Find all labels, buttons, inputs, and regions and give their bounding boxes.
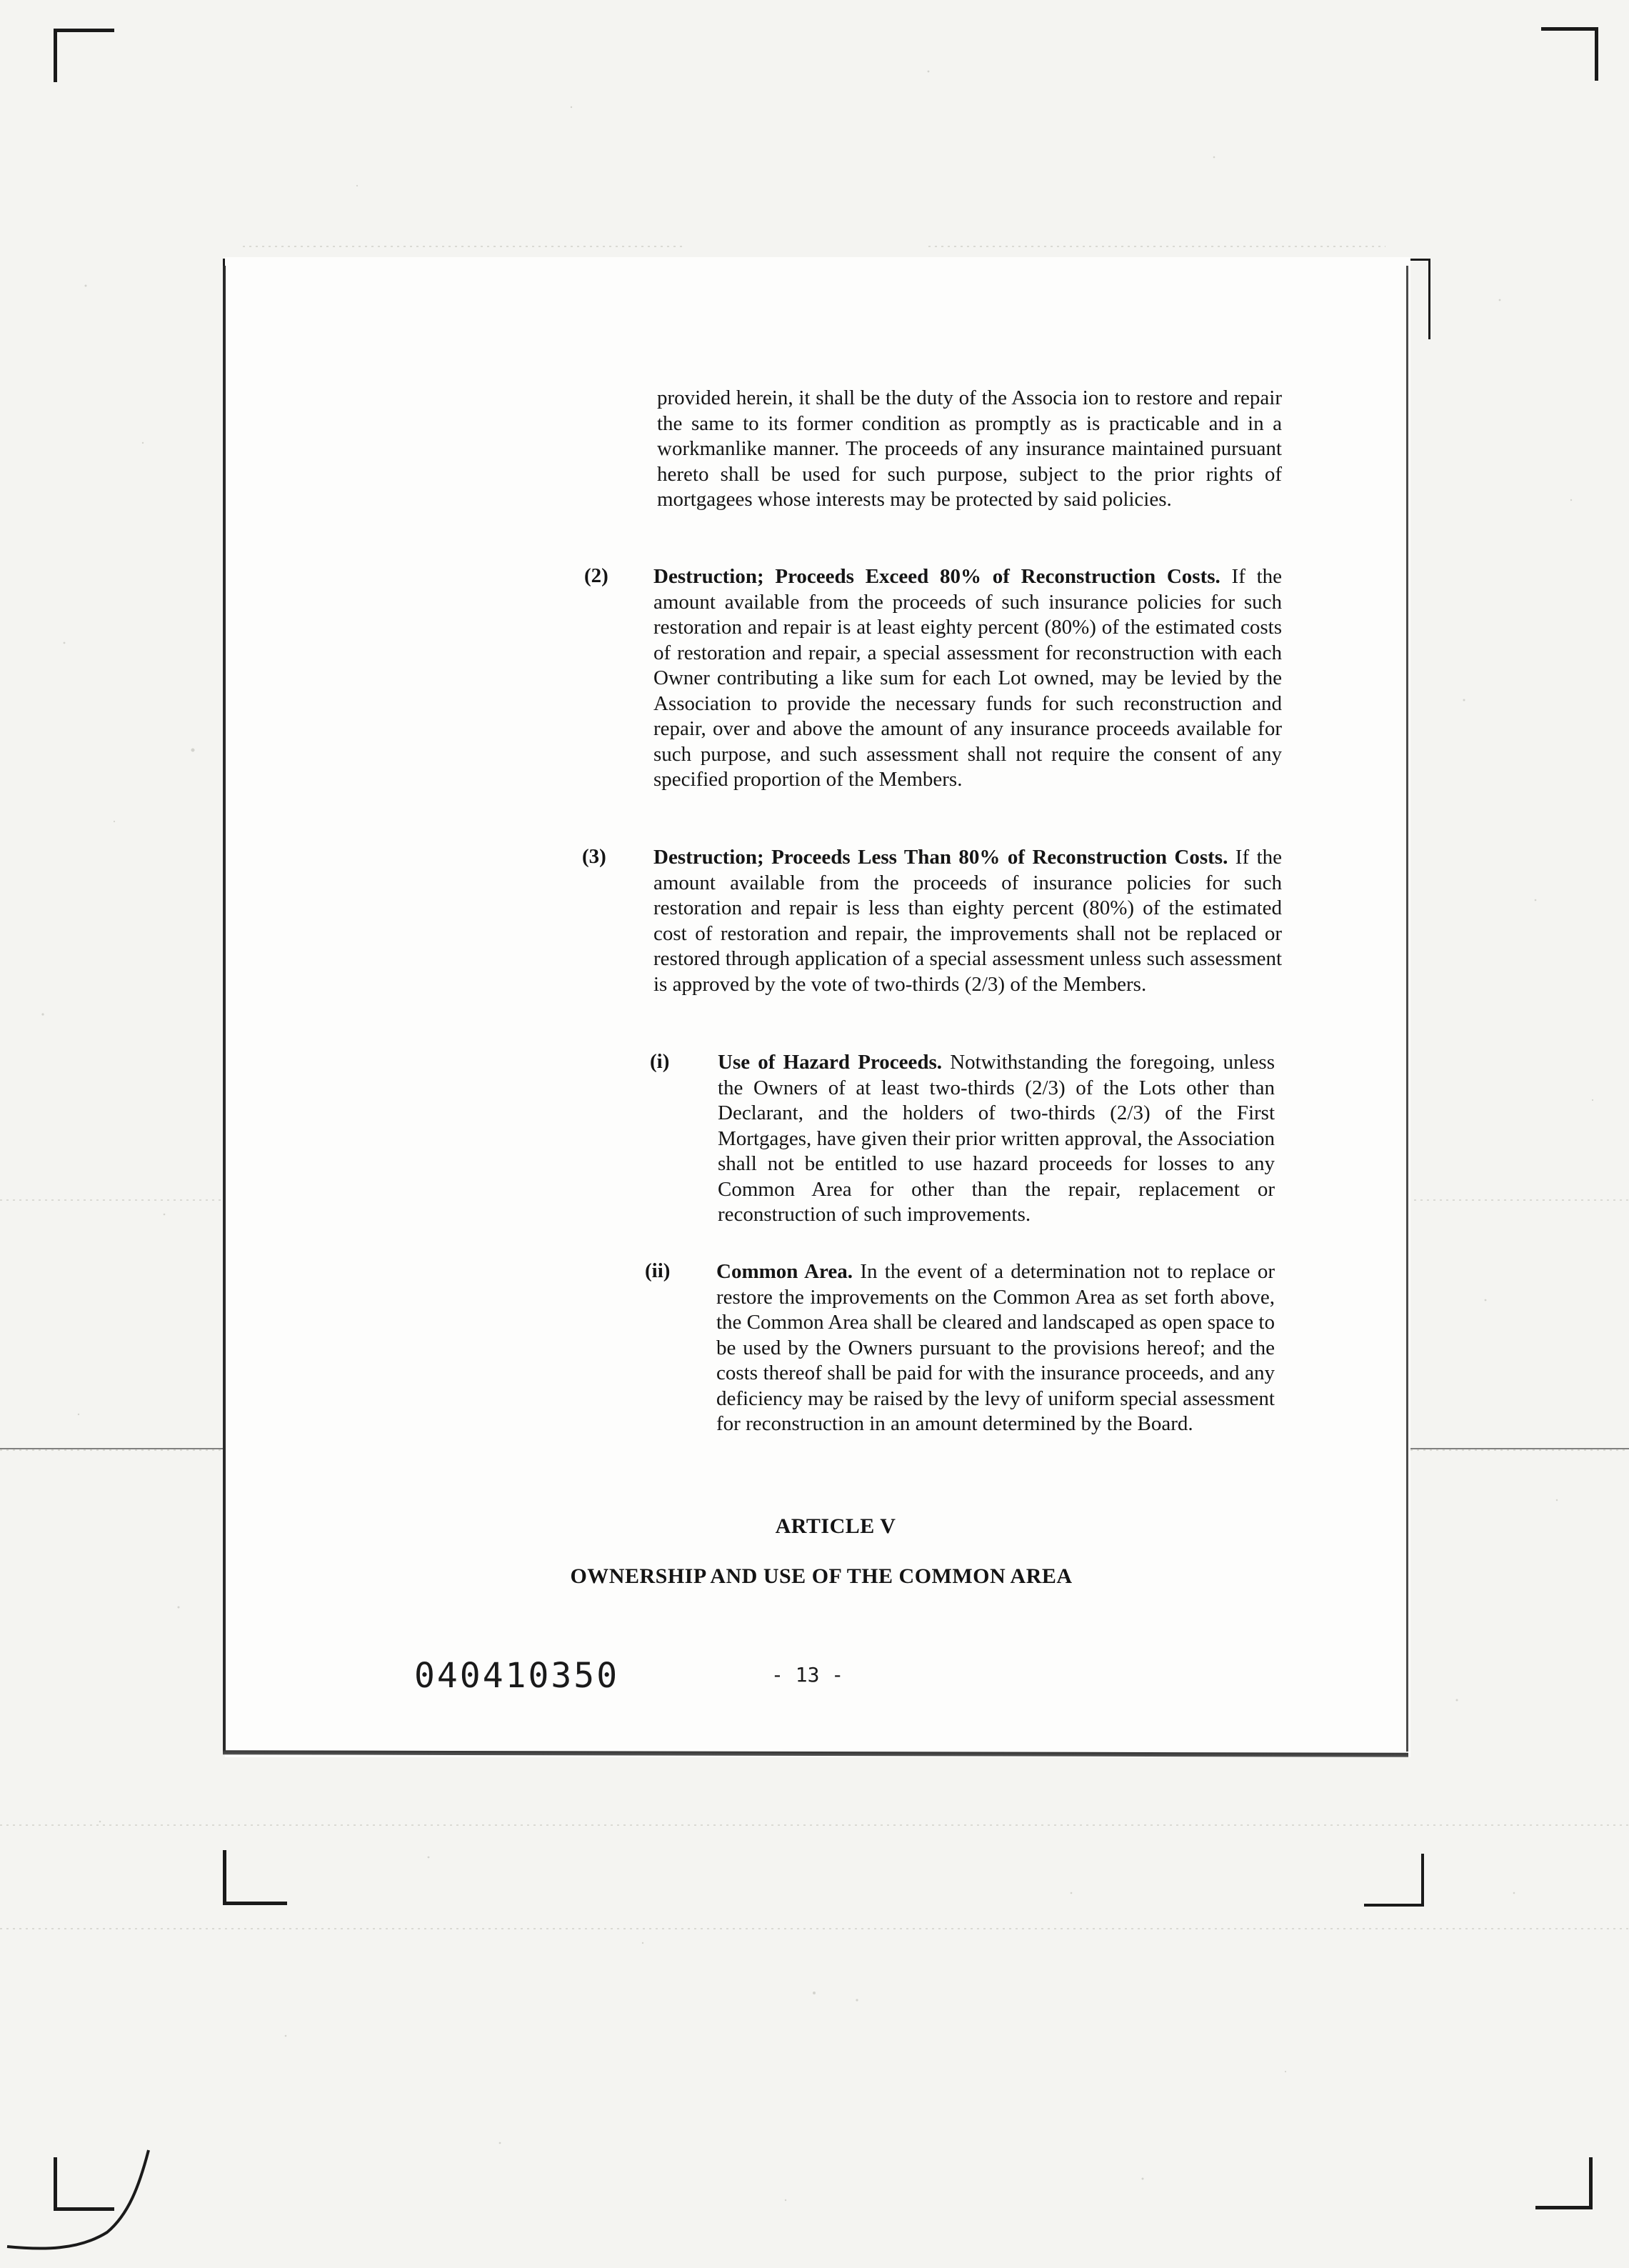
section-3-paragraph — [653, 845, 1282, 997]
subsection-number-ii: (ii) — [645, 1259, 671, 1282]
subsection-ii-body: In the event of a determination not to replace or restore the improvements on the Common Area as set forth above, the Common Area shall be cleared and landscaped as open space to be used by the Owners pursuant to the provisions hereof; and the costs thereof shall be paid for with the insurance proceeds, and any deficiency may be raised by the levy of uniform special assessment for reconstruction in an amount determined by the Board. — [716, 1260, 1275, 1435]
section-2-heading: Destruction; Proceeds Exceed 80% of Reconstruction Costs. — [653, 565, 1221, 588]
inner-mark-bottom-left — [223, 1850, 287, 1905]
section-2-paragraph — [653, 564, 1282, 793]
section-number-2: (2) — [584, 564, 608, 587]
subsection-i-body: Notwithstanding the foregoing, unless the Owners of at least two-thirds (2/3) of the Lots other than Declarant, and the holders of two-thirds (2/3) of the First Mortgages, have given their prior written approval, the Association shall not be entitled to use hazard proceeds for losses to any Common Area for other than the repair, replacement or reconstruction of such improvements. — [718, 1051, 1275, 1226]
section-2-body: If the amount available from the proceeds of such insurance policies for such restoration and repair is at least eighty percent (80%) of the estimated costs of restoration and repair, a special assessment for reconstruction with each Owner contributing a like sum for each Lot owned, may be levied by the Association to provide the necessary funds for such reconstruction and repair, over and above the amount of any insurance proceeds available for such purpose, and such assessment shall not require the consent of any specified proportion of the Members. — [653, 565, 1283, 791]
section-number-3: (3) — [582, 845, 606, 868]
section-3-heading: Destruction; Proceeds Less Than 80% of Reconstruction Costs. — [653, 846, 1228, 869]
crop-mark-top-left — [54, 29, 114, 82]
page-right-edge — [1406, 266, 1408, 1752]
document-stamp-number: 040410350 — [414, 1656, 620, 1696]
crop-mark-bottom-right — [1535, 2157, 1593, 2209]
continuation-paragraph: provided herein, it shall be the duty of the Associa ion to restore and repair the same to its former condition as promptly as is practicable and in a workmanlike manner. The proceeds of any insurance maintained pursuant hereto shall be used for such purpose, subject to the prior rights of mortgagees whose interests may be protected by said policies. — [657, 386, 1282, 511]
crop-mark-bottom-left — [54, 2157, 114, 2211]
subsection-i-paragraph — [718, 1050, 1275, 1228]
subsection-ii-heading: Common Area. — [716, 1260, 853, 1283]
inner-mark-bottom-right — [1364, 1854, 1424, 1907]
subsection-i-heading: Use of Hazard Proceeds. — [718, 1051, 943, 1074]
page-left-edge — [223, 266, 226, 1752]
crop-mark-top-right — [1541, 27, 1598, 81]
page-number: - 13 - — [771, 1663, 844, 1687]
section-3-body: If the amount available from the proceeds of insurance policies for such restoration and repair is less than eighty percent (80%) of the estimated cost of restoration and repair, the improvements shall not be replaced or restored through application of a special assessment unless such assessment is approved by the vote of two-thirds (2/3) of the Members. — [653, 846, 1282, 996]
article-title: OWNERSHIP AND USE OF THE COMMON AREA — [570, 1564, 1073, 1588]
subsection-ii-paragraph — [716, 1259, 1275, 1437]
subsection-number-i: (i) — [650, 1050, 670, 1073]
article-heading: ARTICLE V — [775, 1514, 896, 1538]
